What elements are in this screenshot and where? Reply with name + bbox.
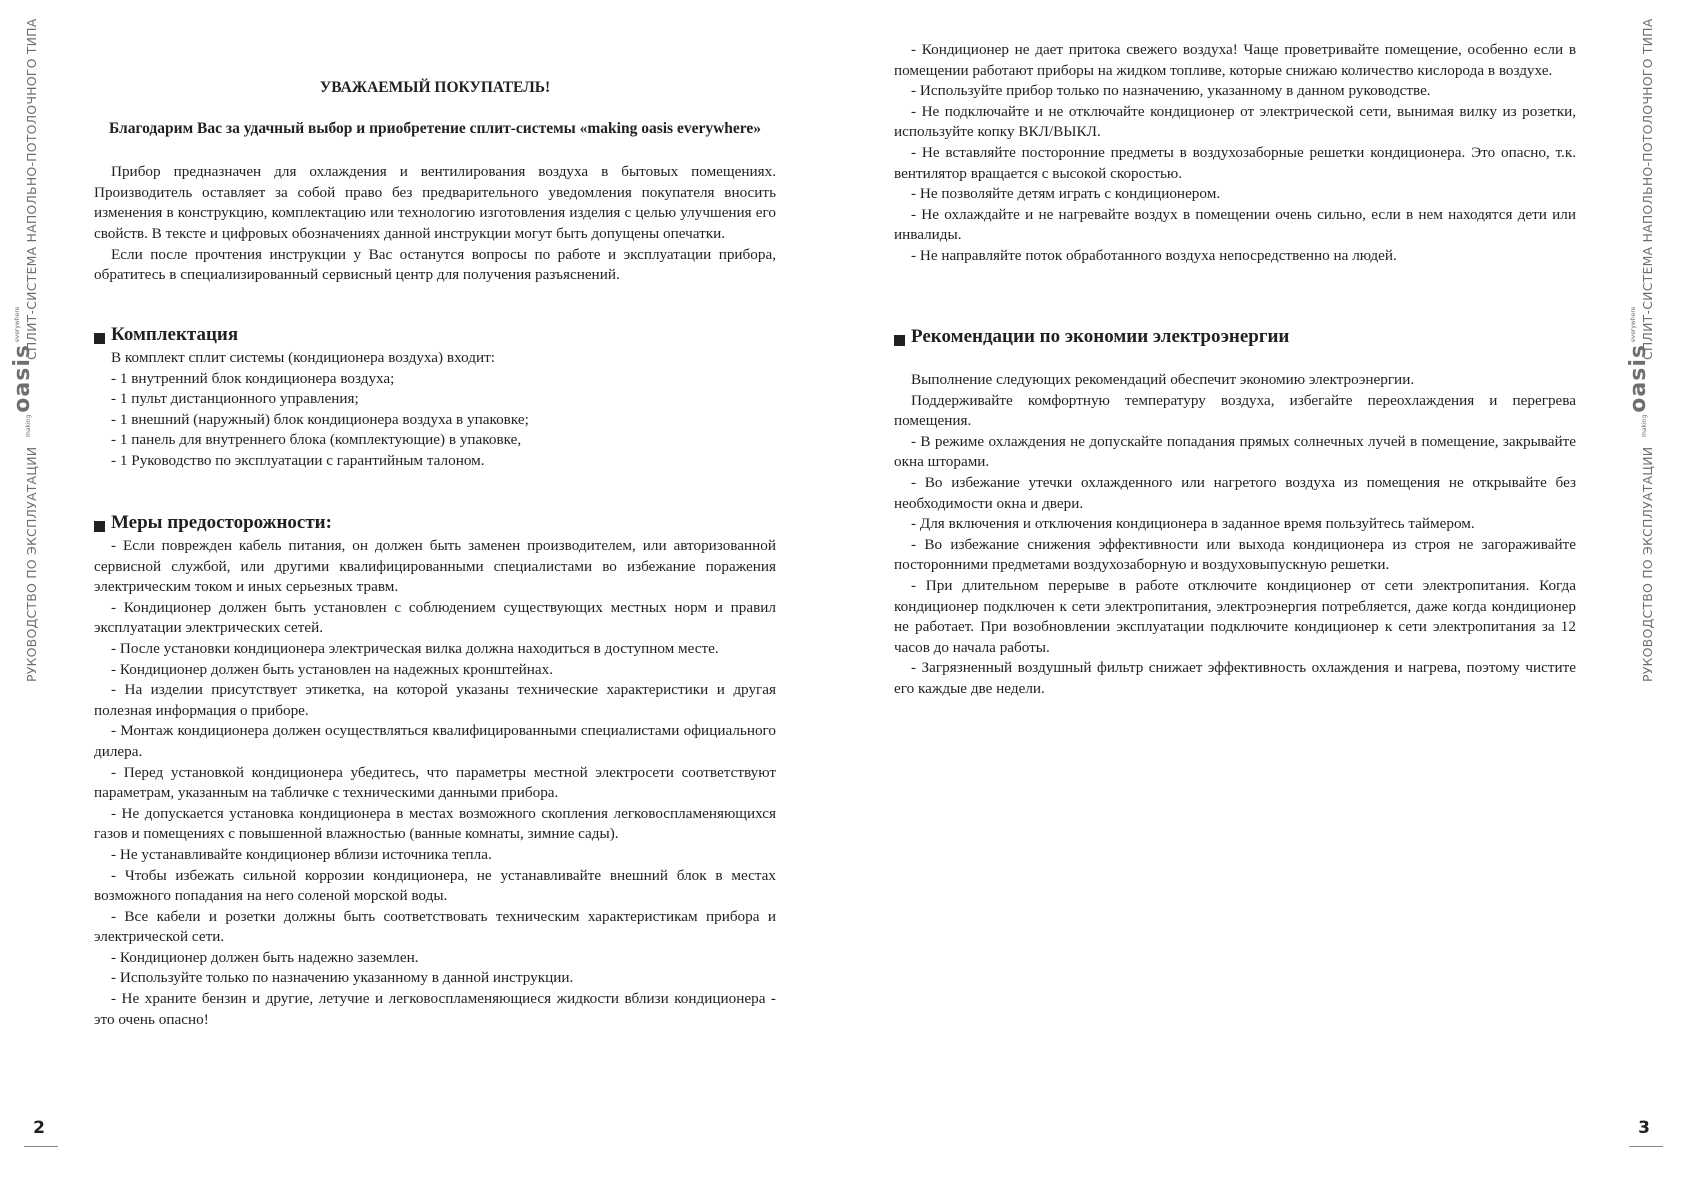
- logo-main-text: oasis: [10, 344, 35, 413]
- brand-logo: [10, 306, 35, 437]
- energy-recommendations: [894, 370, 1576, 700]
- precaution-item: - Все кабели и розетки должны быть соответствовать техническим характеристикам прибора и электрической сети.: [94, 907, 776, 946]
- precaution-item: - Кондиционер должен быть установлен с соблюдением существующих местных норм и правил эксплуатации электрических сетей.: [94, 598, 776, 637]
- right-sidebar: [1626, 0, 1684, 700]
- logo-main-text: oasis: [1626, 344, 1651, 413]
- precaution-item: - Не подключайте и не отключайте кондиционер от электрической сети, вынимая вилку из розетки, используйте копку ВКЛ/ВЫКЛ.: [894, 102, 1576, 141]
- page-number-left: 2: [33, 1118, 45, 1138]
- precaution-item: - Не позволяйте детям играть с кондиционером.: [911, 185, 1221, 203]
- brand-logo: [1626, 306, 1651, 437]
- page-title: УВАЖАЕМЫЙ ПОКУПАТЕЛЬ!: [319, 79, 551, 96]
- section-heading-text: Рекомендации по экономии электроэнергии: [911, 326, 1290, 347]
- precaution-item: - Не охлаждайте и не нагревайте воздух в помещении очень сильно, если в нем находятся дети или инвалиды.: [894, 205, 1576, 244]
- energy-item: - Во избежание утечки охлажденного или нагретого воздуха из помещения не открывайте без необходимости окна и двери.: [894, 473, 1576, 512]
- intro-paragraph: Прибор предназначен для охлаждения и вентилирования воздуха в бытовых помещениях. Производитель оставляет за собой право без предварительного уведомления покупателя вносить изменения в конструкцию, комплектацию или технологию изготовления изделия с целью улучшения его свойств. В тексте и цифровых обозначениях данной инструкции могут быть допущены опечатки.: [94, 163, 776, 242]
- logo-top-text: making: [1641, 414, 1648, 437]
- logo-bottom-text: everywhere: [1630, 306, 1637, 343]
- precaution-item: - Используйте прибор только по назначению, указанному в данном руководстве.: [911, 82, 1431, 100]
- energy-item: - При длительном перерыве в работе отключите кондиционер от сети электропитания. Когда кондиционер подключен к сети электропитания, электроэнергия потребляется, даже когда кондиционер не работает. При возобновлении эксплуатации подключите кондиционер к сети электропитания за 12 часов до начала работы.: [894, 576, 1576, 656]
- kit-item: - 1 внутренний блок кондиционера воздуха;: [111, 369, 395, 387]
- precaution-item: - Не устанавливайте кондиционер вблизи источника тепла.: [111, 845, 492, 863]
- precautions-continued: [894, 40, 1576, 267]
- energy-item: - Загрязненный воздушный фильтр снижает эффективность охлаждения и нагрева, поэтому чистите его каждые две недели.: [894, 659, 1576, 697]
- kit-item: - 1 пульт дистанционного управления;: [111, 390, 359, 408]
- kit-item: - 1 внешний (наружный) блок кондиционера воздуха в упаковке;: [111, 410, 529, 428]
- section-heading-text: Меры предосторожности:: [111, 512, 332, 533]
- kit-list: [111, 348, 776, 472]
- energy-item: Выполнение следующих рекомендаций обеспечит экономию электроэнергии.: [911, 371, 1415, 388]
- precautions-list: [94, 536, 776, 1030]
- sidebar-product-line: СПЛИТ-СИСТЕМА НАПОЛЬНО-ПОТОЛОЧНОГО ТИПА: [24, 18, 39, 360]
- bullet-square-icon: [94, 521, 105, 532]
- precaution-item: - Не допускается установка кондиционера в местах возможного скопления легковоспламеняющихся газов и помещениях с повышенной влажностью (ванные комнаты, зимние сады).: [94, 804, 776, 843]
- bullet-square-icon: [894, 335, 905, 346]
- energy-item: Поддерживайте комфортную температуру воздуха, избегайте переохлаждения и перегрева помещения.: [894, 391, 1576, 430]
- left-sidebar: [0, 0, 50, 700]
- precaution-item: - Если поврежден кабель питания, он должен быть заменен производителем, или авторизованной сервисной службой, или другими квалифицированными специалистами во избежание поражения электрическим током и иных серьезных травм.: [94, 537, 776, 596]
- page-number-divider: [1629, 1146, 1663, 1147]
- precaution-item: - Не вставляйте посторонние предметы в воздухозаборные решетки кондиционера. Это опасно, т.к. вентилятор вращается с высокой скоростью.: [894, 143, 1576, 182]
- sidebar-manual-label: РУКОВОДСТВО ПО ЭКСПЛУАТАЦИИ: [1640, 446, 1655, 682]
- kit-item: - 1 панель для внутреннего блока (комплектующие) в упаковке,: [111, 431, 522, 449]
- section-heading-precautions: [94, 512, 332, 534]
- precaution-item: - Не направляйте поток обработанного воздуха непосредственно на людей.: [911, 246, 1397, 264]
- precaution-item: - Не храните бензин и другие, летучие и легковоспламеняющиеся жидкости вблизи кондиционера - это очень опасно!: [94, 990, 776, 1028]
- section-heading-energy: [894, 326, 1289, 348]
- precaution-item: - На изделии присутствует этикетка, на которой указаны технические характеристики и другая полезная информация о приборе.: [94, 681, 776, 719]
- bullet-square-icon: [94, 333, 105, 344]
- logo-bottom-text: everywhere: [14, 306, 21, 343]
- intro-paragraph: Если после прочтения инструкции у Вас останутся вопросы по работе и эксплуатации прибора, обратитесь в специализированный сервисный центр для получения разъяснений.: [94, 245, 776, 284]
- section-heading-text: Комплектация: [111, 324, 239, 345]
- precaution-item: - Кондиционер должен быть надежно заземлен.: [111, 948, 419, 966]
- energy-item: - Для включения и отключения кондиционера в заданное время пользуйтесь таймером.: [911, 515, 1475, 533]
- precaution-item: - Кондиционер не дает притока свежего воздуха! Чаще проветривайте помещение, особенно если в помещении работают приборы на жидком топливе, которые снижаю количество кислорода в воздухе.: [894, 41, 1576, 79]
- sidebar-product-line: СПЛИТ-СИСТЕМА НАПОЛЬНО-ПОТОЛОЧНОГО ТИПА: [1640, 18, 1655, 360]
- energy-item: - Во избежание снижения эффективности или выхода кондиционера из строя не загораживайте посторонними предметами воздухозаборную и воздуховыпускную решетки.: [894, 535, 1576, 574]
- page-left-intro: [94, 78, 776, 286]
- section-heading-kit: [94, 324, 238, 346]
- page-number-divider: [24, 1146, 58, 1147]
- precaution-item: - Монтаж кондиционера должен осуществляться квалифицированными специалистами официального дилера.: [94, 722, 776, 760]
- kit-lead: В комплект сплит системы (кондиционера воздуха) входит:: [111, 349, 495, 366]
- page-number-right: 3: [1638, 1118, 1650, 1138]
- precaution-item: - Используйте только по назначению указанному в данной инструкции.: [111, 969, 574, 987]
- precaution-item: - Чтобы избежать сильной коррозии кондиционера, не устанавливайте внешний блок в местах возможного попадания на него соленой морской воды.: [94, 866, 776, 905]
- sidebar-manual-label: РУКОВОДСТВО ПО ЭКСПЛУАТАЦИИ: [24, 446, 39, 682]
- precaution-item: - Перед установкой кондиционера убедитесь, что параметры местной электросети соответствуют параметрам, указанным на табличке с техническими данными прибора.: [94, 763, 776, 802]
- page-subtitle: Благодарим Вас за удачный выбор и приобретение сплит-системы «making oasis everywhere»: [108, 119, 762, 137]
- logo-top-text: making: [25, 414, 32, 437]
- precaution-item: - Кондиционер должен быть установлен на надежных кронштейнах.: [111, 660, 554, 678]
- energy-item: - В режиме охлаждения не допускайте попадания прямых солнечных лучей в помещение, закрывайте окна шторами.: [894, 432, 1576, 471]
- kit-item: - 1 Руководство по эксплуатации с гарантийным талоном.: [111, 451, 485, 469]
- precaution-item: - После установки кондиционера электрическая вилка должна находиться в доступном месте.: [111, 639, 719, 657]
